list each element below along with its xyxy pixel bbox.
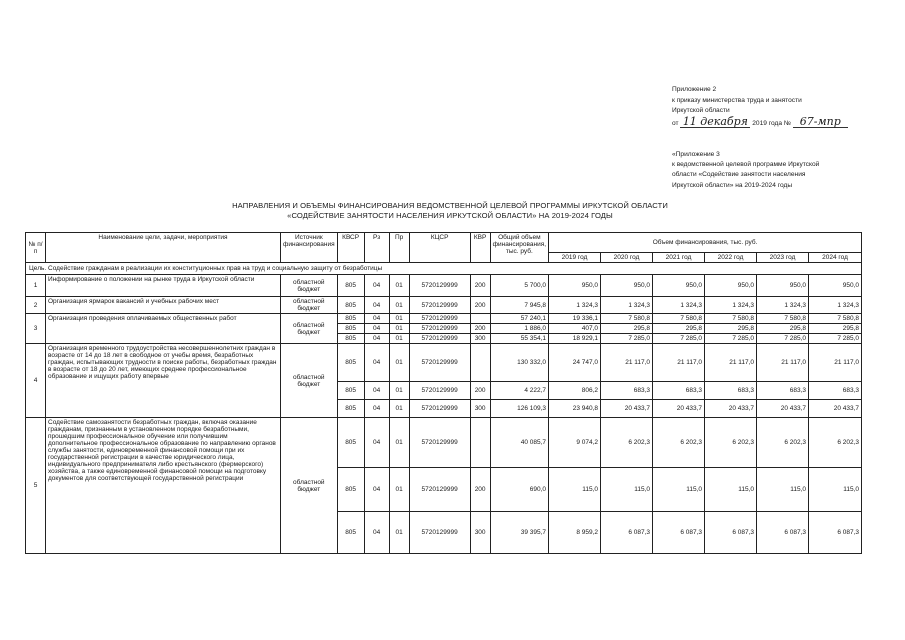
row-source: областной бюджет xyxy=(281,344,338,418)
cell-kvsr: 805 xyxy=(337,418,364,468)
row-name: Содействие самозанятости безработных граждан, включая оказание гражданам, признанным в установленном порядке безработными, прошедшим профессиональное обучение или получившим дополнительное профессиональное образование по направлению органов службы занятости, единовременной финансовой помощи при их государственной регистрации в качестве юридического лица, индивидуального предпринимателя либо крестьянского (фермерского) хозяйства, а также единовременной финансовой помощи на подготовку документов для соответствующей государственной регистрации xyxy=(46,418,281,554)
table-row xyxy=(26,418,862,468)
cell-pr: 01 xyxy=(389,468,409,512)
col-total: Общий объем финансирования, тыс. руб. xyxy=(490,233,548,263)
row-name: Информирование о положении на рынке труда в Иркутской области xyxy=(46,275,281,297)
cell-y2020: 7 580,8 xyxy=(601,314,653,324)
cell-y2024: 683,3 xyxy=(809,382,862,400)
cell-kvsr: 805 xyxy=(337,314,364,324)
cell-kvr xyxy=(470,418,490,468)
handwritten-date: 11 декабря xyxy=(680,117,750,129)
title-line-2: «СОДЕЙСТВИЕ ЗАНЯТОСТИ НАСЕЛЕНИЯ ИРКУТСКОЙ ОБЛАСТИ» НА 2019-2024 ГОДЫ xyxy=(287,211,613,220)
cell-kcsr: 5720129999 xyxy=(409,418,470,468)
cell-y2024: 7 580,8 xyxy=(809,314,862,324)
cell-y2019: 24 747,0 xyxy=(549,344,601,382)
cell-y2022: 20 433,7 xyxy=(705,400,757,418)
cell-y2021: 950,0 xyxy=(653,275,705,297)
col-2024: 2024 год xyxy=(809,253,862,263)
col-2022: 2022 год xyxy=(705,253,757,263)
cell-kcsr: 5720129999 xyxy=(409,344,470,382)
appendix-line-3: области «Содействие занятости населения xyxy=(672,171,806,179)
cell-pr: 01 xyxy=(389,334,409,344)
cell-kcsr: 5720129999 xyxy=(409,512,470,554)
cell-y2023: 6 202,3 xyxy=(757,418,809,468)
appendix-line-4: Иркутской области» на 2019-2024 годы xyxy=(672,181,793,189)
cell-y2020: 20 433,7 xyxy=(601,400,653,418)
cell-kvsr: 805 xyxy=(337,382,364,400)
cell-y2019: 950,0 xyxy=(549,275,601,297)
cell-kcsr: 5720129999 xyxy=(409,275,470,297)
cell-y2023: 6 087,3 xyxy=(757,512,809,554)
cell-y2024: 7 285,0 xyxy=(809,334,862,344)
cell-y2019: 115,0 xyxy=(549,468,601,512)
cell-kvr xyxy=(470,314,490,324)
col-kcsr: КЦСР xyxy=(409,233,470,263)
cell-kvsr: 805 xyxy=(337,297,364,314)
row-number: 4 xyxy=(26,344,46,418)
cell-kvr: 300 xyxy=(470,400,490,418)
cell-y2020: 6 087,3 xyxy=(601,512,653,554)
cell-y2023: 115,0 xyxy=(757,468,809,512)
header-from: от xyxy=(672,119,679,127)
col-kvr: КВР xyxy=(470,233,490,263)
cell-pr: 01 xyxy=(389,418,409,468)
cell-rz: 04 xyxy=(364,334,389,344)
cell-y2019: 1 324,3 xyxy=(549,297,601,314)
cell-kvsr: 805 xyxy=(337,334,364,344)
cell-y2022: 7 580,8 xyxy=(705,314,757,324)
goal-row xyxy=(26,263,862,275)
row-number: 5 xyxy=(26,418,46,554)
cell-y2021: 295,8 xyxy=(653,324,705,334)
cell-kvsr: 805 xyxy=(337,344,364,382)
row-number: 3 xyxy=(26,314,46,344)
appendix-line-2: к ведомственной целевой программе Иркутской xyxy=(672,161,820,169)
cell-y2021: 683,3 xyxy=(653,382,705,400)
cell-rz: 04 xyxy=(364,324,389,334)
cell-kvr: 200 xyxy=(470,324,490,334)
cell-y2024: 21 117,0 xyxy=(809,344,862,382)
col-volumes: Объем финансирования, тыс. руб. xyxy=(549,233,862,253)
cell-y2022: 1 324,3 xyxy=(705,297,757,314)
cell-y2024: 20 433,7 xyxy=(809,400,862,418)
cell-kvr: 200 xyxy=(470,468,490,512)
cell-pr: 01 xyxy=(389,314,409,324)
order-header xyxy=(672,85,872,129)
cell-y2021: 6 087,3 xyxy=(653,512,705,554)
cell-y2022: 21 117,0 xyxy=(705,344,757,382)
header-line-2: к приказу министерства труда и занятости xyxy=(672,96,802,104)
table-row xyxy=(26,344,862,382)
cell-rz: 04 xyxy=(364,382,389,400)
cell-total: 5 700,0 xyxy=(490,275,548,297)
row-number: 2 xyxy=(26,297,46,314)
cell-kcsr: 5720129999 xyxy=(409,382,470,400)
cell-y2024: 950,0 xyxy=(809,275,862,297)
row-number: 1 xyxy=(26,275,46,297)
cell-total: 7 945,8 xyxy=(490,297,548,314)
col-2021: 2021 год xyxy=(653,253,705,263)
cell-kvsr: 805 xyxy=(337,324,364,334)
cell-y2023: 7 580,8 xyxy=(757,314,809,324)
cell-y2019: 19 336,1 xyxy=(549,314,601,324)
cell-y2021: 1 324,3 xyxy=(653,297,705,314)
col-2023: 2023 год xyxy=(757,253,809,263)
cell-y2019: 18 929,1 xyxy=(549,334,601,344)
handwritten-number: 67-мпр xyxy=(793,117,848,129)
col-rz: Рз xyxy=(364,233,389,263)
row-name: Организация проведения оплачиваемых общественных работ xyxy=(46,314,281,344)
cell-kvr: 300 xyxy=(470,334,490,344)
cell-y2020: 6 202,3 xyxy=(601,418,653,468)
cell-pr: 01 xyxy=(389,382,409,400)
table-header-row xyxy=(26,233,862,253)
row-name: Организация временного трудоустройства несовершеннолетних граждан в возрасте от 14 до 18 лет в свободное от учебы время, безработных граждан, испытывающих трудности в поиске работы, безработных граждан в возрасте от 18 до 20 лет, имеющих среднее профессиональное образование и ищущих работу впервые xyxy=(46,344,281,418)
cell-total: 1 886,0 xyxy=(490,324,548,334)
cell-pr: 01 xyxy=(389,512,409,554)
cell-y2023: 950,0 xyxy=(757,275,809,297)
cell-y2020: 21 117,0 xyxy=(601,344,653,382)
header-line-3: Иркутской области xyxy=(672,107,730,114)
cell-y2019: 9 074,2 xyxy=(549,418,601,468)
cell-pr: 01 xyxy=(389,324,409,334)
header-date-line xyxy=(672,114,872,130)
cell-y2019: 23 940,8 xyxy=(549,400,601,418)
cell-pr: 01 xyxy=(389,275,409,297)
cell-y2022: 6 087,3 xyxy=(705,512,757,554)
cell-kvsr: 805 xyxy=(337,275,364,297)
cell-kcsr: 5720129999 xyxy=(409,297,470,314)
col-source: Источник финансирования xyxy=(281,233,338,263)
cell-total: 40 085,7 xyxy=(490,418,548,468)
cell-kcsr: 5720129999 xyxy=(409,400,470,418)
cell-y2022: 295,8 xyxy=(705,324,757,334)
cell-y2022: 950,0 xyxy=(705,275,757,297)
row-source: областной бюджет xyxy=(281,314,338,344)
appendix-line-1: «Приложение 3 xyxy=(672,151,720,158)
cell-y2021: 21 117,0 xyxy=(653,344,705,382)
cell-pr: 01 xyxy=(389,297,409,314)
cell-y2020: 1 324,3 xyxy=(601,297,653,314)
cell-y2019: 8 959,2 xyxy=(549,512,601,554)
document-title xyxy=(200,201,700,221)
row-source: областной бюджет xyxy=(281,275,338,297)
cell-total: 690,0 xyxy=(490,468,548,512)
cell-y2023: 21 117,0 xyxy=(757,344,809,382)
cell-kvsr: 805 xyxy=(337,400,364,418)
cell-total: 126 109,3 xyxy=(490,400,548,418)
cell-y2021: 7 580,8 xyxy=(653,314,705,324)
cell-kvr: 200 xyxy=(470,382,490,400)
cell-kvr xyxy=(470,344,490,382)
cell-kcsr: 5720129999 xyxy=(409,314,470,324)
cell-pr: 01 xyxy=(389,344,409,382)
col-2019: 2019 год xyxy=(549,253,601,263)
header-year: 2019 года № xyxy=(752,119,791,127)
cell-y2022: 683,3 xyxy=(705,382,757,400)
cell-y2021: 115,0 xyxy=(653,468,705,512)
cell-rz: 04 xyxy=(364,418,389,468)
cell-y2020: 683,3 xyxy=(601,382,653,400)
cell-y2023: 683,3 xyxy=(757,382,809,400)
cell-y2024: 295,8 xyxy=(809,324,862,334)
cell-y2021: 6 202,3 xyxy=(653,418,705,468)
col-name: Наименование цели, задачи, мероприятия xyxy=(46,233,281,263)
cell-y2022: 115,0 xyxy=(705,468,757,512)
cell-kcsr: 5720129999 xyxy=(409,468,470,512)
cell-y2020: 115,0 xyxy=(601,468,653,512)
col-kvsr: КВСР xyxy=(337,233,364,263)
cell-rz: 04 xyxy=(364,314,389,324)
cell-y2024: 1 324,3 xyxy=(809,297,862,314)
cell-y2023: 7 285,0 xyxy=(757,334,809,344)
row-source: областной бюджет xyxy=(281,418,338,554)
appendix-header xyxy=(672,150,882,191)
row-name: Организация ярмарок вакансий и учебных рабочих мест xyxy=(46,297,281,314)
cell-kvr: 300 xyxy=(470,512,490,554)
cell-y2019: 806,2 xyxy=(549,382,601,400)
table-row xyxy=(26,314,862,324)
table-row xyxy=(26,297,862,314)
cell-y2019: 407,0 xyxy=(549,324,601,334)
cell-y2024: 6 087,3 xyxy=(809,512,862,554)
cell-y2020: 295,8 xyxy=(601,324,653,334)
cell-pr: 01 xyxy=(389,400,409,418)
cell-rz: 04 xyxy=(364,275,389,297)
cell-y2023: 20 433,7 xyxy=(757,400,809,418)
cell-y2022: 6 202,3 xyxy=(705,418,757,468)
cell-y2021: 7 285,0 xyxy=(653,334,705,344)
financing-table xyxy=(25,232,862,554)
cell-total: 55 354,1 xyxy=(490,334,548,344)
cell-total: 130 332,0 xyxy=(490,344,548,382)
cell-kcsr: 5720129999 xyxy=(409,324,470,334)
cell-kcsr: 5720129999 xyxy=(409,334,470,344)
title-line-1: НАПРАВЛЕНИЯ И ОБЪЕМЫ ФИНАНСИРОВАНИЯ ВЕДОМСТВЕННОЙ ЦЕЛЕВОЙ ПРОГРАММЫ ИРКУТСКОЙ ОБЛАСТИ xyxy=(232,201,668,210)
cell-rz: 04 xyxy=(364,297,389,314)
cell-y2024: 115,0 xyxy=(809,468,862,512)
cell-y2024: 6 202,3 xyxy=(809,418,862,468)
cell-y2022: 7 285,0 xyxy=(705,334,757,344)
cell-kvr: 200 xyxy=(470,297,490,314)
col-2020: 2020 год xyxy=(601,253,653,263)
cell-y2023: 295,8 xyxy=(757,324,809,334)
cell-y2020: 7 285,0 xyxy=(601,334,653,344)
cell-total: 57 240,1 xyxy=(490,314,548,324)
cell-rz: 04 xyxy=(364,344,389,382)
cell-kvsr: 805 xyxy=(337,468,364,512)
cell-total: 39 395,7 xyxy=(490,512,548,554)
col-pr: Пр xyxy=(389,233,409,263)
cell-y2023: 1 324,3 xyxy=(757,297,809,314)
cell-rz: 04 xyxy=(364,512,389,554)
cell-y2020: 950,0 xyxy=(601,275,653,297)
header-line-1: Приложение 2 xyxy=(672,86,717,93)
row-source: областной бюджет xyxy=(281,297,338,314)
goal-text: Цель. Содействие гражданам в реализации их конституционных прав на труд и социальную защиту от безработицы xyxy=(26,263,862,275)
cell-rz: 04 xyxy=(364,468,389,512)
cell-y2021: 20 433,7 xyxy=(653,400,705,418)
cell-kvsr: 805 xyxy=(337,512,364,554)
cell-kvr: 200 xyxy=(470,275,490,297)
table-row xyxy=(26,275,862,297)
col-num: № п/п xyxy=(26,233,46,263)
cell-total: 4 222,7 xyxy=(490,382,548,400)
cell-rz: 04 xyxy=(364,400,389,418)
